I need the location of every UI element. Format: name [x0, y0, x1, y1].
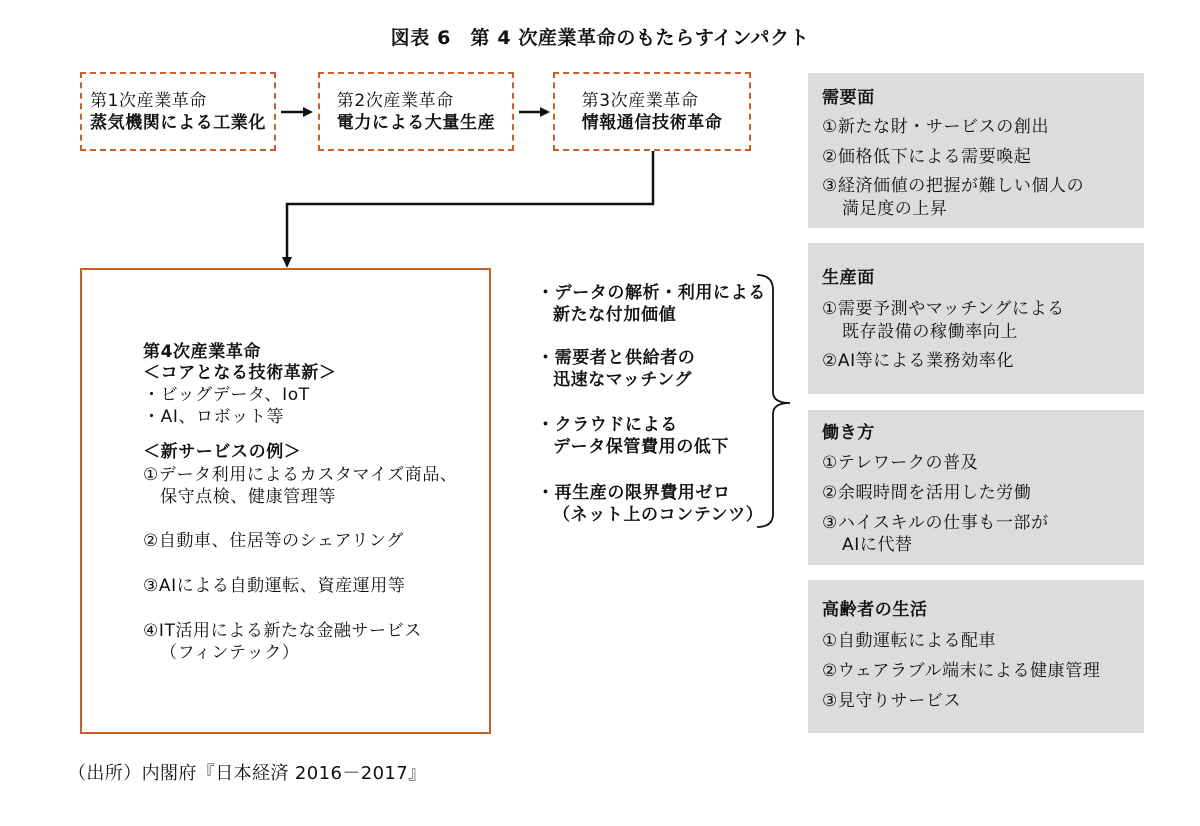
revolution-box-2 — [318, 72, 514, 151]
impact-item: ③ハイスキルの仕事も一部が — [822, 513, 1049, 533]
service-item: ③AIによる自動運転、資産運用等 — [143, 576, 406, 596]
impact-item: ③見守りサービス — [822, 691, 962, 711]
impact-item-cont: 満足度の上昇 — [842, 199, 948, 219]
impact-item: ①新たな財・サービスの創出 — [822, 117, 1050, 137]
service-item: ②自動車、住居等のシェアリング — [143, 531, 404, 551]
effect-item-cont: 迅速なマッチング — [553, 370, 692, 390]
impact-heading: 高齢者の生活 — [822, 600, 928, 620]
revolution-label: 第2次産業革命 — [336, 90, 454, 111]
impact-heading: 需要面 — [822, 88, 875, 108]
fourth-heading: 第4次産業革命 — [143, 342, 262, 362]
impact-item-cont: 既存設備の稼働率向上 — [842, 322, 1018, 342]
revolution-box-3 — [553, 72, 751, 151]
revolution-label: 第3次産業革命 — [581, 90, 699, 111]
impact-heading: 生産面 — [822, 268, 875, 288]
revolution-box-1 — [80, 72, 276, 151]
impact-panel-work-style — [808, 410, 1144, 565]
effect-item-cont: （ネット上のコンテンツ） — [553, 505, 764, 525]
impact-item: ②ウェアラブル端末による健康管理 — [822, 661, 1101, 681]
impact-item: ②余暇時間を活用した労働 — [822, 483, 1032, 503]
tech-heading: ＜コアとなる技術革新＞ — [143, 363, 337, 383]
impact-item: ①需要予測やマッチングによる — [822, 299, 1065, 319]
revolution-desc: 蒸気機関による工業化 — [90, 112, 266, 133]
tech-item: ・ビッグデータ、IoT — [143, 385, 310, 405]
impact-item: ③経済価値の把握が難しい個人の — [822, 176, 1085, 196]
revolution-desc: 情報通信技術革命 — [581, 112, 723, 133]
effect-item-cont: データ保管費用の低下 — [553, 437, 729, 457]
impact-item: ②価格低下による需要喚起 — [822, 147, 1032, 167]
service-item: ④IT活用による新たな金融サービス — [143, 621, 422, 641]
source-note: （出所）内閣府『日本経済 2016－2017』 — [68, 763, 427, 784]
impact-panel-production — [808, 243, 1144, 394]
service-heading: ＜新サービスの例＞ — [143, 442, 302, 462]
arrow-3-to-4 — [282, 151, 653, 268]
service-item-cont: （フィンテック） — [160, 643, 300, 663]
revolution-label: 第1次産業革命 — [90, 90, 208, 111]
effect-item: ・再生産の限界費用ゼロ — [537, 483, 731, 503]
arrow-1-to-2 — [281, 107, 313, 117]
service-item-cont: 保守点検、健康管理等 — [160, 487, 336, 507]
impact-item: ①テレワークの普及 — [822, 453, 979, 473]
impact-item: ②AI等による業務効率化 — [822, 351, 1015, 371]
revolution-desc: 電力による大量生産 — [336, 112, 496, 133]
effect-item: ・クラウドによる — [537, 415, 678, 435]
impact-item-cont: AIに代替 — [842, 535, 913, 555]
effect-item: ・需要者と供給者の — [537, 348, 696, 368]
effect-item-cont: 新たな付加価値 — [553, 305, 677, 325]
impact-heading: 働き方 — [822, 423, 875, 443]
fourth-revolution-box — [80, 268, 491, 734]
impact-item: ①自動運転による配車 — [822, 631, 997, 651]
arrow-2-to-3 — [519, 107, 550, 117]
impact-panel-elderly-life — [808, 580, 1144, 733]
tech-item: ・AI、ロボット等 — [143, 407, 285, 427]
impact-panel-demand — [808, 73, 1144, 228]
figure-title: 図表 6 第 4 次産業革命のもたらすインパクト — [390, 27, 810, 49]
right-brace — [757, 275, 790, 527]
effect-item: ・データの解析・利用による — [537, 283, 766, 303]
service-item: ①データ利用によるカスタマイズ商品、 — [143, 465, 458, 485]
